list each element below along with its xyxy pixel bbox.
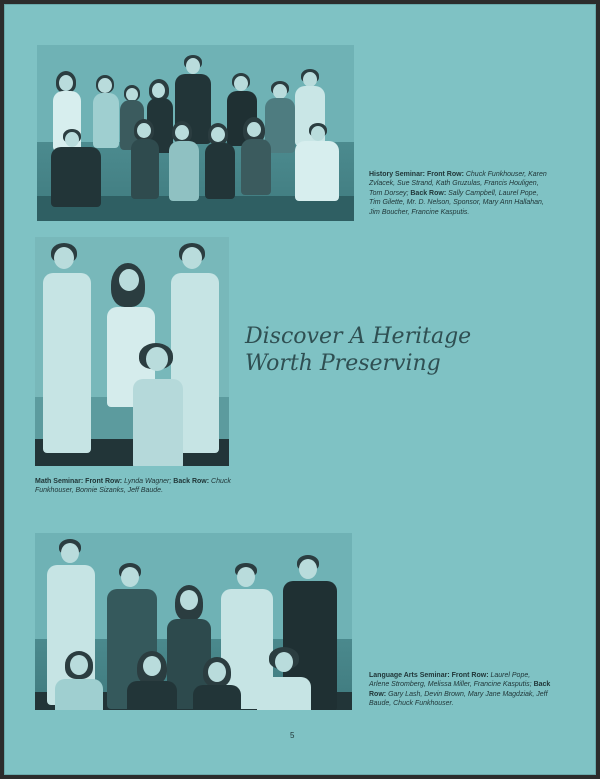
headline-line-2: Worth Preserving — [245, 351, 441, 376]
math-label: Math Seminar: Front Row: — [35, 478, 123, 485]
language-back-names: Gary Lash, Devin Brown, Mary Jane Magdziak, Jeff Baude, Chuck Funkhouser. — [369, 690, 548, 708]
math-front-names: Lynda Wagner; — [124, 478, 172, 485]
math-back-names: Chuck Funkhouser, Bonnie Sizanks, Jeff Baude. — [35, 478, 231, 495]
language-front-names: Laurel Pope, Arlene Stromberg, Melissa Miller, Francine Kasputis; — [369, 672, 532, 689]
language-arts-seminar-caption — [369, 671, 551, 709]
history-seminar-caption — [369, 170, 551, 217]
language-label: Language Arts Seminar: Front Row: — [369, 672, 489, 679]
language-arts-seminar-photo — [35, 533, 352, 710]
history-front-names: Chuck Funkhouser, Karen Zvlacek, Sue Strand, Kath Gruzulas, Francis Houligen, Tom Dorsey; — [369, 171, 547, 197]
page-headline — [245, 323, 471, 377]
math-seminar-caption — [35, 477, 235, 496]
math-seminar-photo — [35, 237, 229, 466]
history-back-label: Back Row: — [410, 189, 447, 197]
math-back-label: Back Row: — [173, 478, 210, 485]
history-back-names: Sally Campbell, Laurel Pope, Tim Gilette, Mr. D. Nelson, Sponsor, Mary Ann Hallahan, Jim Boucher, Francine Kasputis. — [369, 189, 544, 216]
history-seminar-photo — [37, 45, 354, 221]
history-label: History Seminar: Front Row: — [369, 171, 464, 178]
yearbook-page — [4, 4, 596, 775]
headline-line-1: Discover A Heritage — [245, 324, 472, 349]
page-number: 5 — [290, 731, 295, 740]
language-back-label: Back Row: — [369, 681, 551, 698]
